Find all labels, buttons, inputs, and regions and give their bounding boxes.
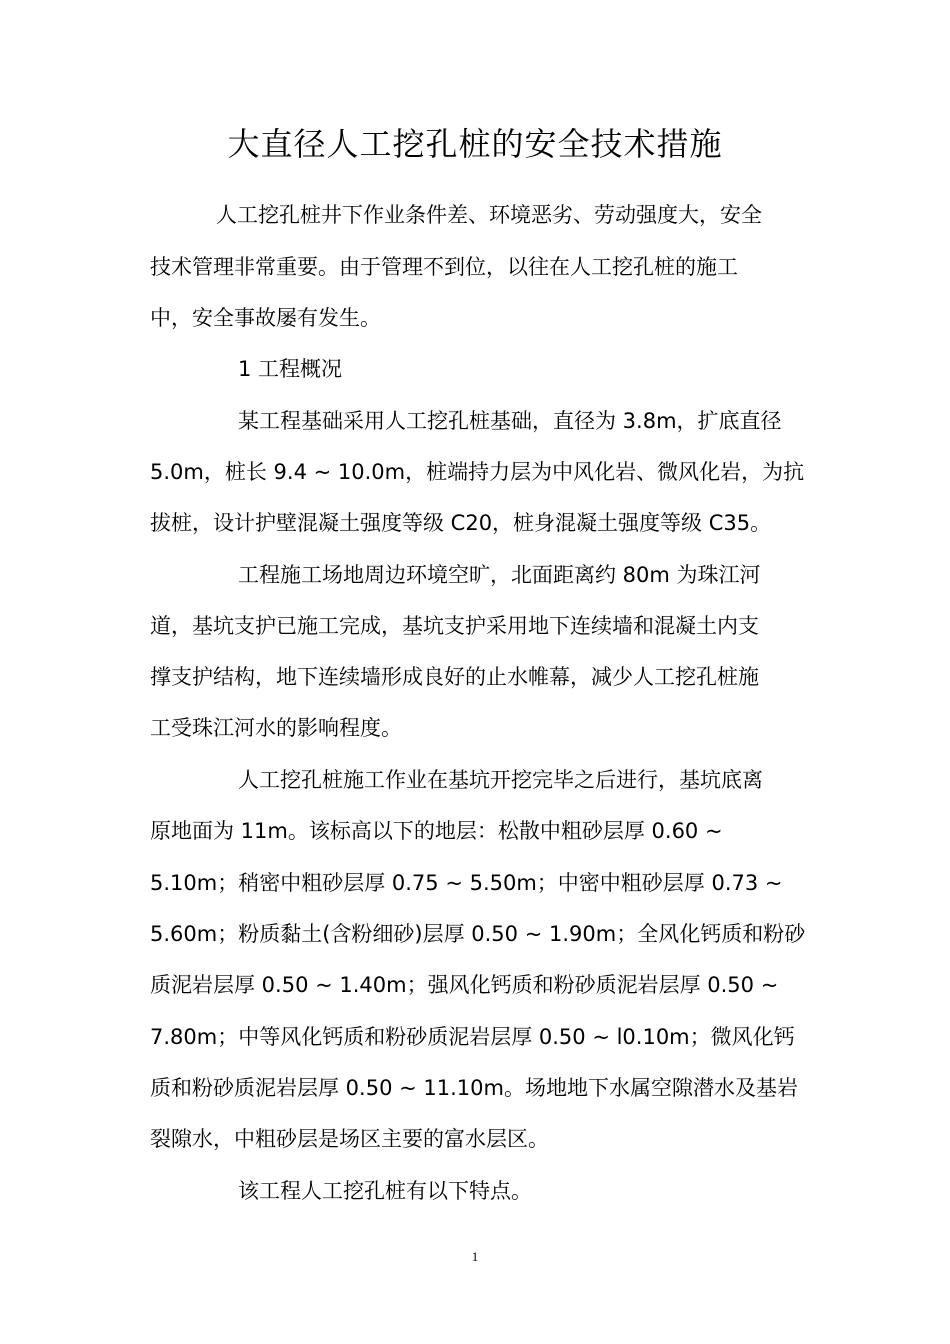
paragraph-line: 工程施工场地周边环境空旷，北面距离约 80m 为珠江河 <box>238 563 761 587</box>
paragraph-line: 质泥岩层厚 0.50 ~ 1.40m；强风化钙质和粉砂质泥岩层厚 0.50 ~ <box>150 973 779 997</box>
paragraph-line: 道，基坑支护已施工完成，基坑支护采用地下连续墙和混凝土内支 <box>150 614 759 638</box>
paragraph-line: 该工程人工挖孔桩有以下特点。 <box>238 1179 532 1203</box>
section-heading: 1 工程概况 <box>238 357 343 381</box>
paragraph-line: 工受珠江河水的影响程度。 <box>150 716 402 740</box>
paragraph-line: 中，安全事故屡有发生。 <box>150 306 381 330</box>
paragraph-line: 技术管理非常重要。由于管理不到位，以往在人工挖孔桩的施工 <box>150 255 738 279</box>
paragraph-line: 原地面为 11m。该标高以下的地层：松散中粗砂层厚 0.60 ~ <box>150 819 723 843</box>
page-number: 1 <box>471 1249 479 1264</box>
paragraph-line: 某工程基础采用人工挖孔桩基础，直径为 3.8m，扩底直径 <box>238 409 782 433</box>
paragraph-line: 撑支护结构，地下连续墙形成良好的止水帷幕，减少人工挖孔桩施 <box>150 665 759 689</box>
paragraph-line: 人工挖孔桩井下作业条件差、环境恶劣、劳动强度大，安全 <box>216 203 762 227</box>
paragraph-line: 5.60m；粉质黏土(含粉细砂)层厚 0.50 ~ 1.90m；全风化钙质和粉砂 <box>150 922 806 946</box>
paragraph-line: 裂隙水，中粗砂层是场区主要的富水层区。 <box>150 1127 549 1151</box>
paragraph-line: 拔桩，设计护壁混凝土强度等级 C20，桩身混凝土强度等级 C35。 <box>150 511 772 535</box>
paragraph-line: 7.80m；中等风化钙质和粉砂质泥岩层厚 0.50 ~ l0.10m；微风化钙 <box>150 1025 795 1049</box>
paragraph-line: 5.10m；稍密中粗砂层厚 0.75 ~ 5.50m；中密中粗砂层厚 0.73 ~ <box>150 871 783 895</box>
paragraph-line: 5.0m，桩长 9.4 ~ 10.0m，桩端持力层为中风化岩、微风化岩，为抗 <box>150 460 805 484</box>
paragraph-line: 质和粉砂质泥岩层厚 0.50 ~ 11.10m。场地地下水属空隙潜水及基岩 <box>150 1076 798 1100</box>
paragraph-line: 人工挖孔桩施工作业在基坑开挖完毕之后进行，基坑底离 <box>238 768 763 792</box>
document-title: 大直径人工挖孔桩的安全技术措施 <box>227 125 723 163</box>
